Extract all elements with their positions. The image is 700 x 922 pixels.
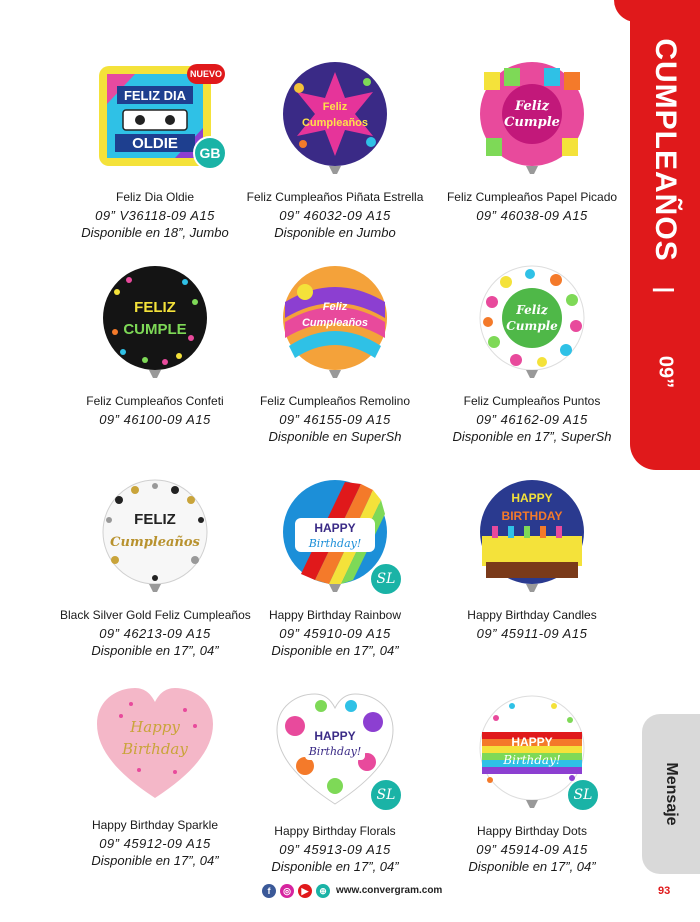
product-name: Feliz Cumpleaños Puntos [463,394,601,408]
svg-text:Feliz: Feliz [514,99,550,114]
svg-text:HAPPY: HAPPY [314,521,356,535]
balloon-image [275,476,395,596]
product-card[interactable] [437,262,627,444]
svg-text:CUMPLE: CUMPLE [123,321,187,338]
product-card[interactable] [240,692,430,874]
product-availability: Disponible en 17”, 04” [91,643,219,658]
category-title: CUMPLEAÑOS [649,38,682,262]
product-name: Feliz Cumpleaños Piñata Estrella [246,190,424,204]
product-availability: Disponible en 17”, SuperSh [452,429,612,444]
product-card[interactable] [60,262,250,429]
balloon-image [472,692,592,812]
product-card[interactable] [60,686,250,868]
svg-text:Happy: Happy [130,718,180,736]
product-name: Feliz Cumpleaños Confeti [86,394,224,408]
svg-text:Birthday!: Birthday! [308,745,362,758]
product-name: Happy Birthday Dots [476,824,588,838]
product-code: 09” 45913-09 A15 [279,842,391,857]
product-availability: Disponible en Jumbo [274,225,396,240]
balloon-image [472,58,592,178]
product-card[interactable] [60,476,250,658]
svg-text:HAPPY: HAPPY [511,735,553,749]
product-name: Happy Birthday Sparkle [91,818,219,832]
product-code: 09” 46213-09 A15 [99,626,211,641]
footer [0,884,700,904]
svg-text:Birthday!: Birthday! [503,753,561,767]
instagram-icon[interactable]: ◎ [280,884,294,898]
balloon-image [95,476,215,596]
product-card[interactable] [437,58,627,225]
product-availability: Disponible en 17”, 04” [271,643,399,658]
category-separator: | [653,286,678,294]
web-icon[interactable]: ⊕ [316,884,330,898]
svg-text:FELIZ: FELIZ [134,299,176,316]
product-name: Happy Birthday Rainbow [268,608,402,622]
product-code: 09” 46038-09 A15 [476,208,588,223]
product-name: Black Silver Gold Feliz Cumpleaños [60,608,251,622]
svg-text:Cumple: Cumple [504,115,560,130]
svg-text:Cumpleaños: Cumpleaños [110,535,200,550]
product-code: 09” V36118-09 A15 [95,208,215,223]
new-badge: NUEVO [187,64,225,84]
svg-text:Feliz: Feliz [322,101,348,113]
svg-text:Birthday!: Birthday! [308,537,362,550]
product-name: Happy Birthday Candles [467,608,597,622]
product-name: Feliz Dia Oldie [115,190,195,204]
product-availability: Disponible en 17”, 04” [271,859,399,874]
facebook-icon[interactable]: f [262,884,276,898]
product-card[interactable] [437,692,627,874]
balloon-image [95,686,215,806]
page-number: 93 [658,885,671,897]
product-name: Feliz Cumpleaños Remolino [259,394,411,408]
product-card[interactable] [240,476,430,658]
svg-text:Cumple: Cumple [506,319,558,333]
product-code: 09” 46032-09 A15 [279,208,391,223]
message-tab-label: Mensaje [663,762,680,826]
gb-badge: GB [193,136,227,170]
product-availability: Disponible en 18”, Jumbo [81,225,229,240]
website-link[interactable]: www.convergram.com [336,885,443,896]
balloon-image [95,58,222,178]
svg-text:HAPPY: HAPPY [511,491,553,505]
svg-text:FELIZ DIA: FELIZ DIA [123,88,187,103]
social-links [262,884,330,898]
balloon-image [95,262,215,382]
product-code: 09” 45912-09 A15 [99,836,211,851]
product-code: 09” 45910-09 A15 [279,626,391,641]
svg-text:FELIZ: FELIZ [134,511,176,528]
product-code: 09” 45911-09 A15 [476,626,588,641]
balloon-image [472,262,592,382]
product-card[interactable] [240,58,430,240]
svg-text:BIRTHDAY: BIRTHDAY [501,509,563,523]
sl-badge: SL [369,562,403,596]
product-availability: Disponible en SuperSh [268,429,402,444]
sl-badge: SL [566,778,600,812]
product-availability: Disponible en 17”, 04” [91,853,219,868]
youtube-icon[interactable]: ▶ [298,884,312,898]
product-card[interactable] [240,262,430,444]
product-code: 09” 46162-09 A15 [476,412,588,427]
product-code: 09” 46155-09 A15 [279,412,391,427]
svg-text:Cumpleaños: Cumpleaños [301,317,369,329]
svg-text:HAPPY: HAPPY [314,729,356,743]
balloon-image [275,692,395,812]
product-code: 09” 45914-09 A15 [476,842,588,857]
svg-text:Feliz: Feliz [516,303,548,317]
svg-text:Birthday: Birthday [122,740,188,758]
product-name: Happy Birthday Florals [274,824,396,838]
balloon-image [472,476,592,596]
product-availability: Disponible en 17”, 04” [468,859,596,874]
svg-text:OLDIE: OLDIE [132,135,178,152]
product-card[interactable] [437,476,627,643]
svg-text:Feliz: Feliz [322,301,348,313]
category-size: 09” [654,355,677,389]
product-card[interactable] [60,58,250,240]
product-name: Feliz Cumpleaños Papel Picado [446,190,618,204]
product-code: 09” 46100-09 A15 [99,412,211,427]
balloon-image [275,262,395,382]
svg-text:Cumpleaños: Cumpleaños [301,117,369,129]
sl-badge: SL [369,778,403,812]
balloon-image [275,58,395,178]
